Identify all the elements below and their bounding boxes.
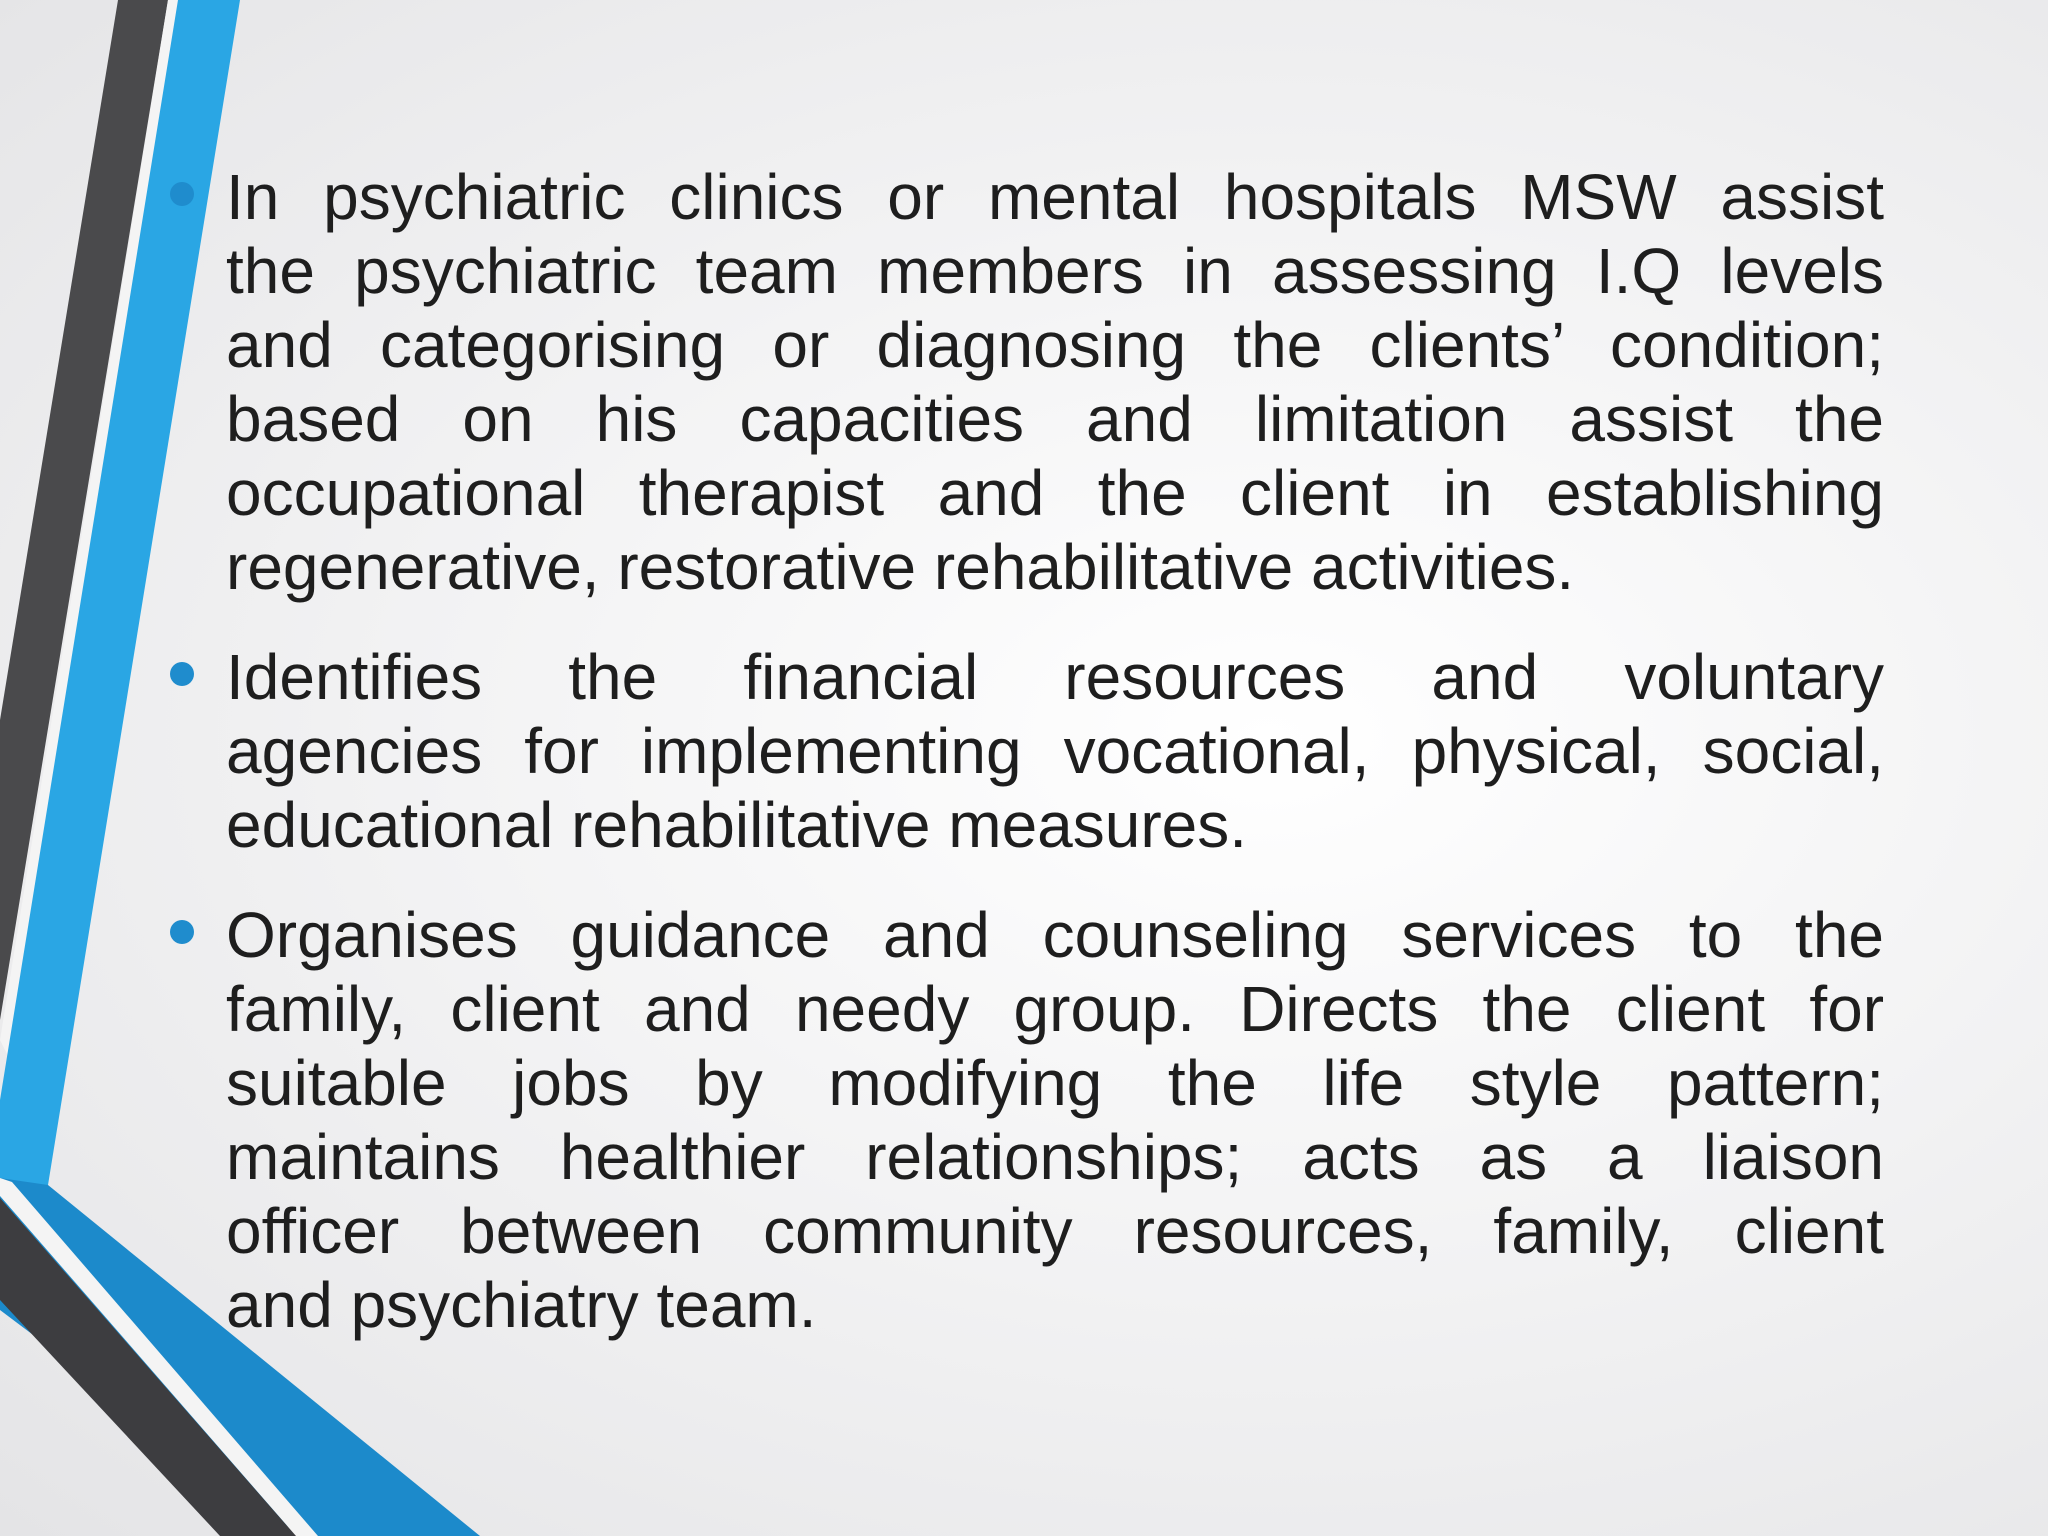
bullet-dot-icon bbox=[170, 662, 194, 686]
bullet-line: maintains healthier relationships; acts as a liaison bbox=[226, 1121, 1884, 1193]
bullet-line: based on his capacities and limitation assist the bbox=[226, 383, 1884, 455]
bullet-dot-icon bbox=[170, 920, 194, 944]
bullet-line: the psychiatric team members in assessing I.Q levels bbox=[226, 235, 1884, 307]
bullet-line: officer between community resources, family, client bbox=[226, 1195, 1884, 1267]
bullet-line: and categorising or diagnosing the clients’ condition; bbox=[226, 309, 1884, 381]
bullet-item-3 bbox=[160, 898, 1884, 1342]
bullet-line: In psychiatric clinics or mental hospitals MSW assist bbox=[226, 161, 1884, 233]
bullet-line: Identifies the financial resources and voluntary bbox=[226, 641, 1884, 713]
bullet-line: and psychiatry team. bbox=[226, 1269, 817, 1341]
bullet-line: educational rehabilitative measures. bbox=[226, 789, 1248, 861]
bullet-dot-icon bbox=[170, 182, 194, 206]
bullet-line: regenerative, restorative rehabilitative activities. bbox=[226, 531, 1575, 603]
bullet-line: agencies for implementing vocational, physical, social, bbox=[226, 715, 1884, 787]
slide-body bbox=[160, 160, 1884, 1378]
bullet-line: occupational therapist and the client in establishing bbox=[226, 457, 1884, 529]
bullet-line: Organises guidance and counseling services to the bbox=[226, 899, 1884, 971]
bullet-line: suitable jobs by modifying the life style pattern; bbox=[226, 1047, 1884, 1119]
bullet-item-1 bbox=[160, 160, 1884, 604]
bullet-line: family, client and needy group. Directs the client for bbox=[226, 973, 1884, 1045]
bullet-list bbox=[160, 160, 1884, 1342]
bullet-item-2 bbox=[160, 640, 1884, 862]
